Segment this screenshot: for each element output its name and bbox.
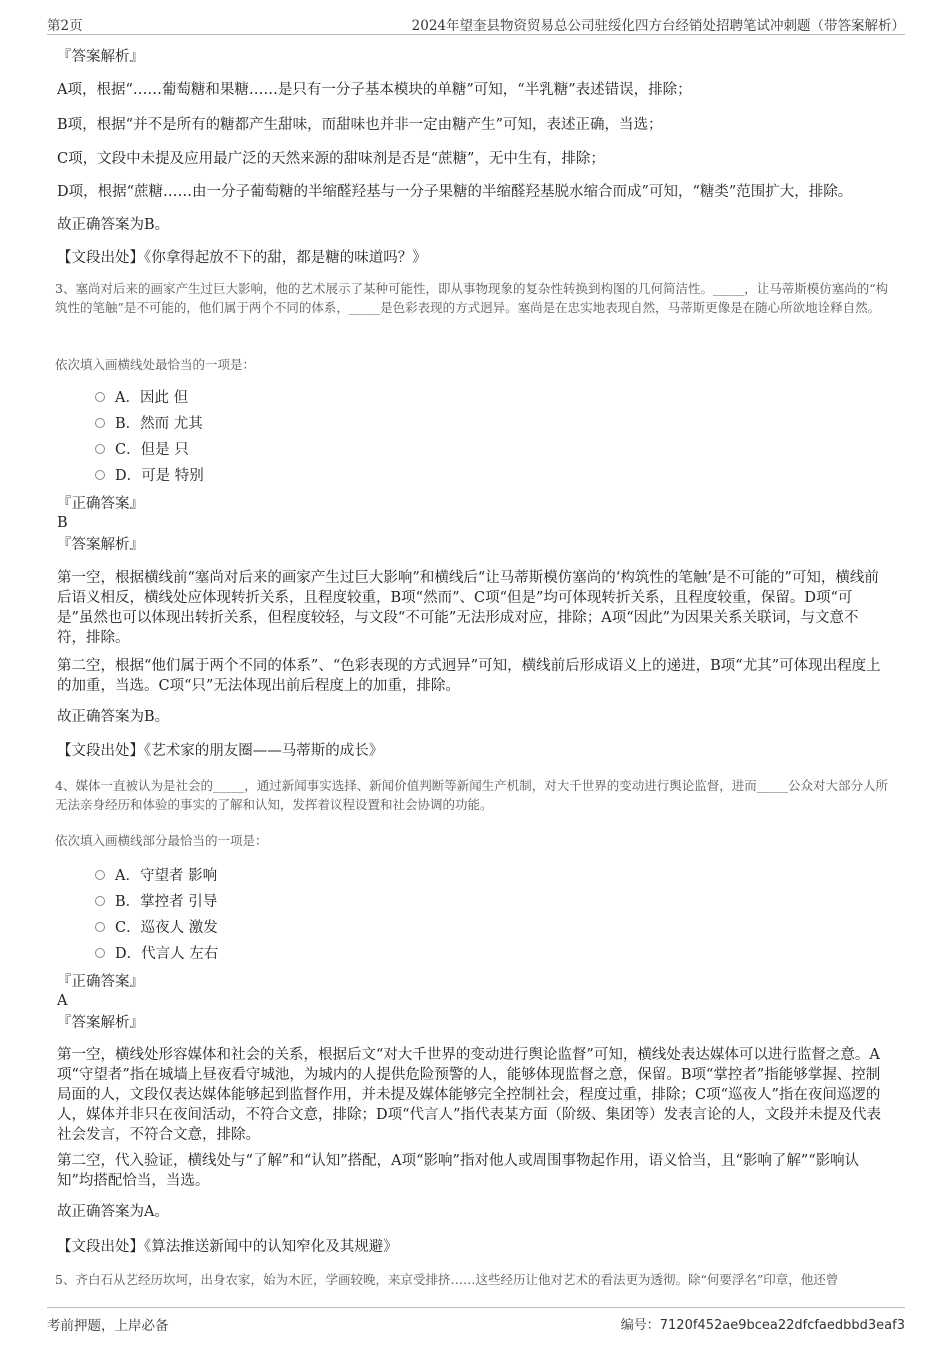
- page-number: 第2页: [47, 18, 83, 34]
- page-header: [47, 14, 905, 35]
- q3-stem: 3、塞尚对后来的画家产生过巨大影响，他的艺术展示了某种可能性，即从事物现象的复杂性转换到构图的几何简洁性。_____，让马蒂斯模仿塞尚的“构筑性的笔触”是不可能的，他们属于两个不同的体系，_____是色彩表现的方式迥异。塞尚是在忠实地表现自然，马蒂斯更像是在随心所欲地诠释自然。: [55, 281, 889, 315]
- q2-option-b-analysis: B项，根据“并不是所有的糖都产生甜味，而甜味也并非一定由糖产生”可知，表述正确，当选；: [57, 117, 663, 133]
- q3-prompt: 依次填入画横线处最恰当的一项是：: [55, 357, 256, 372]
- q4-conclusion: 故正确答案为A。: [57, 1204, 169, 1220]
- radio-icon[interactable]: [95, 896, 105, 906]
- q4-source: 【文段出处】《算法推送新闻中的认知窄化及其规避》: [57, 1239, 398, 1255]
- q4-option-d[interactable]: D．代言人 左右: [95, 944, 218, 964]
- radio-icon[interactable]: [95, 392, 105, 402]
- q4-answer-label: 『正确答案』: [57, 974, 144, 990]
- radio-icon[interactable]: [95, 444, 105, 454]
- q3-answer: B: [57, 515, 68, 531]
- q3-option-a[interactable]: A．因此 但: [95, 388, 188, 408]
- q4-answer: A: [57, 993, 68, 1009]
- q3-analysis-p2: 第二空，根据“他们属于两个不同的体系”、“色彩表现的方式迥异”可知，横线前后形成语义上的递进，B项“尤其”可体现出程度上的加重，当选。C项“只”无法体现出前后程度上的加重，排除。: [57, 658, 881, 694]
- q4-analysis-p2: 第二空，代入验证，横线处与“了解”和“认知”搭配，A项“影响”指对他人或周围事物起作用，语义恰当，且“影响了解”“影响认知”均搭配恰当，当选。: [57, 1153, 860, 1189]
- radio-icon[interactable]: [95, 948, 105, 958]
- q4-prompt: 依次填入画横线部分最恰当的一项是：: [55, 833, 268, 848]
- q2-source: 【文段出处】《你拿得起放不下的甜，都是糖的味道吗？》: [57, 250, 427, 266]
- q3-analysis-label: 『答案解析』: [57, 537, 144, 553]
- document-id: 编号：7120f452ae9bcea22dfcfaedbbd3eaf3: [620, 1318, 905, 1333]
- q2-option-c-analysis: C项，文段中未提及应用最广泛的天然来源的甜味剂是否是“蔗糖”，无中生有，排除；: [57, 151, 605, 167]
- q2-analysis-label: 『答案解析』: [57, 49, 144, 65]
- q3-analysis-p1: 第一空，根据横线前“塞尚对后来的画家产生过巨大影响”和横线后“让马蒂斯模仿塞尚的‘构筑性的笔触’是不可能的”可知，横线前后语义相反，横线处应体现转折关系，且程度较重，B项“然而”、C项“但是”均可体现转折关系，且程度较重，保留。D项“可是”虽然也可以体现出转折关系，但程度较轻，与文段“不可能”无法形成对应，排除；A项“因此”为因果关系关联词，与文意不符，排除。: [57, 570, 879, 646]
- q3-conclusion: 故正确答案为B。: [57, 709, 170, 725]
- q4-option-c[interactable]: C．巡夜人 激发: [95, 918, 218, 938]
- q4-analysis-label: 『答案解析』: [57, 1015, 144, 1031]
- radio-icon[interactable]: [95, 470, 105, 480]
- q5-stem: 5、齐白石从艺经历坎坷，出身农家，始为木匠，学画较晚，来京受排挤……这些经历让他对艺术的看法更为透彻。除“何要浮名”印章，他还曾: [55, 1272, 839, 1287]
- q2-option-d-analysis: D项，根据“蔗糖……由一分子葡萄糖的半缩醛羟基与一分子果糖的半缩醛羟基脱水缩合而成”可知，“糖类”范围扩大，排除。: [57, 184, 853, 200]
- q4-analysis-p1: 第一空，横线处形容媒体和社会的关系，根据后文“对大千世界的变动进行舆论监督”可知，横线处表达媒体可以进行监督之意。A项“守望者”指在城墙上昼夜看守城池，为城内的人提供危险预警的人，能够体现监督之意，保留。B项“掌控者”指能够掌握、控制局面的人，文段仅表达媒体能够起到监督作用，并未提及媒体能够完全控制社会，程度过重，排除；C项“巡夜人”指在夜间巡逻的人，媒体并非只在夜间活动，不符合文意，排除；D项“代言人”指代表某方面（阶级、集团等）发表言论的人，文段并未提及代表社会发言，不符合文意，排除。: [57, 1047, 881, 1143]
- q3-option-c[interactable]: C．但是 只: [95, 440, 189, 460]
- q4-stem: 4、媒体一直被认为是社会的_____，通过新闻事实选择、新闻价值判断等新闻生产机制，对大千世界的变动进行舆论监督，进而_____公众对大部分人所无法亲身经历和体验的事实的了解和认知，发挥着议程设置和社会协调的功能。: [55, 778, 888, 812]
- radio-icon[interactable]: [95, 870, 105, 880]
- page-footer: [47, 1307, 905, 1338]
- radio-icon[interactable]: [95, 922, 105, 932]
- q2-conclusion: 故正确答案为B。: [57, 217, 170, 233]
- q3-answer-label: 『正确答案』: [57, 496, 144, 512]
- radio-icon[interactable]: [95, 418, 105, 428]
- q2-option-a-analysis: A项，根据“……葡萄糖和果糖……是只有一分子基本模块的单糖”可知，“半乳糖”表述错误，排除；: [57, 82, 692, 98]
- document-title: 2024年望奎县物资贸易总公司驻绥化四方台经销处招聘笔试冲刺题（带答案解析）: [411, 18, 905, 34]
- q4-option-a[interactable]: A．守望者 影响: [95, 866, 217, 886]
- q3-option-d[interactable]: D．可是 特别: [95, 466, 204, 486]
- q3-source: 【文段出处】《艺术家的朋友圈——马蒂斯的成长》: [57, 743, 384, 759]
- footer-slogan: 考前押题，上岸必备: [47, 1318, 169, 1334]
- q4-option-b[interactable]: B．掌控者 引导: [95, 892, 217, 912]
- q3-option-b[interactable]: B．然而 尤其: [95, 414, 203, 434]
